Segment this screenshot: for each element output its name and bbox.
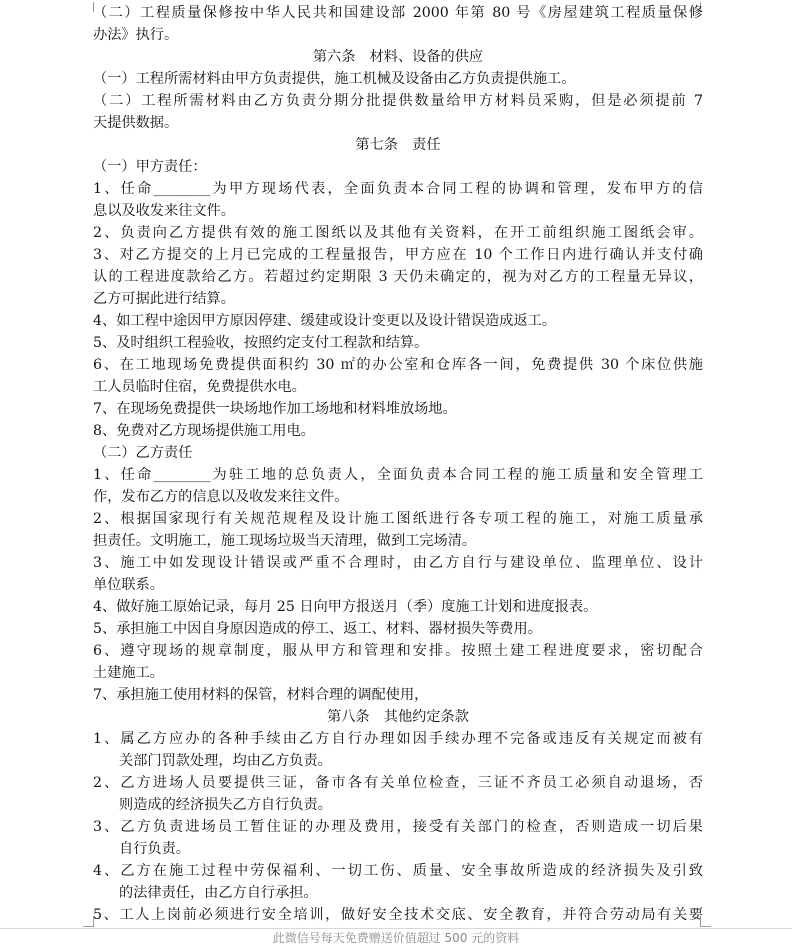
text-line: 4、做好施工原始记录，每月 25 日向甲方报送月（季）度施工计划和进度报表。 [93, 599, 598, 615]
text-line: 1、属乙方应办的各种手续由乙方自行办理如因手续办理不完备或违反有关规定而被有 [93, 731, 703, 747]
text-line: 作，发布乙方的信息以及收发来往文件。 [93, 489, 349, 505]
text-line: 5、及时组织工程验收，按照约定支付工程款和结算。 [93, 335, 429, 351]
text-line: 的法律责任，由乙方自行承担。 [119, 885, 318, 901]
text-line: 2、乙方进场人员要提供三证，备市各有关单位检查，三证不齐员工必须自动退场，否 [93, 775, 703, 791]
text-line: 3、对乙方提交的上月已完成的工程量报告，甲方应在 10 个工作日内进行确认并支付确 [93, 247, 703, 263]
text-line: 自行负责。 [119, 841, 190, 857]
text-line: （二）工程质量保修按中华人民共和国建设部 2000 年第 80 号《房屋建筑工程质量保修 [93, 5, 703, 21]
text-line: 土建施工。 [93, 665, 164, 681]
page-corner-mark [700, 916, 711, 927]
text-line: （一）工程所需材料由甲方负责提供，施工机械及设备由乙方负责提供施工。 [93, 71, 576, 87]
text-line: 5、承担施工中因自身原因造成的停工、返工、材料、器材损失等费用。 [93, 621, 542, 637]
text-line: 单位联系。 [93, 577, 164, 593]
text-line: 认的工程进度款给乙方。若超过约定期限 3 天仍未确定的，视为对乙方的工程量无异议， [93, 269, 703, 285]
text-line: 6、在工地现场免费提供面积约 30 ㎡的办公室和仓库各一间，免费提供 30 个床位供施 [93, 357, 703, 373]
text-line: 8、免费对乙方现场提供施工用电。 [93, 423, 315, 439]
subsection-heading: （二）乙方责任 [93, 445, 193, 461]
text-line: （二）工程所需材料由乙方负责分期分批提供数量给甲方材料员采购，但是必须提前 7 [93, 93, 703, 109]
text-line: 1、任命________为甲方现场代表，全面负责本合同工程的协调和管理，发布甲方的信 [93, 181, 703, 197]
text-line: 工人员临时住宿，免费提供水电。 [93, 379, 306, 395]
text-line: 7、在现场免费提供一块场地作加工场地和材料堆放场地。 [93, 401, 457, 417]
section-heading: 第六条 材料、设备的供应 [312, 49, 484, 65]
text-line: 息以及收发来往文件。 [93, 203, 235, 219]
text-line: 3、施工中如发现设计错误或严重不合理时，由乙方自行与建设单位、监理单位、设计 [93, 555, 703, 571]
page-gap-divider [0, 928, 792, 929]
text-line: 天提供数据。 [93, 115, 179, 131]
page-corner-mark [83, 916, 94, 927]
text-line: 办法》执行。 [93, 27, 179, 43]
text-line: 乙方可据此进行结算。 [93, 291, 235, 307]
text-line: 3、乙方负责进场员工暂住证的办理及费用，接受有关部门的检查，否则造成一切后果 [93, 819, 703, 835]
text-line: 2、负责向乙方提供有效的施工图纸以及其他有关资料，在开工前组织施工图纸会审。 [93, 225, 703, 241]
section-heading: 第七条 责任 [355, 137, 441, 153]
section-heading: 第八条 其他约定条款 [327, 709, 469, 725]
text-line: 7、承担施工使用材料的保管，材料合理的调配使用， [93, 687, 429, 703]
text-line: 6、遵守现场的规章制度，服从甲方和管理和安排。按照土建工程进度要求，密切配合 [93, 643, 703, 659]
text-line: 关部门罚款处理，均由乙方负责。 [119, 753, 332, 769]
text-line: 4、乙方在施工过程中劳保福利、一切工伤、质量、安全事故所造成的经济损失及引致 [93, 863, 703, 879]
next-page-header: 此微信号每天免费赠送价值超过 500 元的资料 [272, 931, 520, 945]
subsection-heading: （一）甲方责任： [93, 159, 207, 175]
text-line: 担责任。文明施工，施工现场垃圾当天清理，做到工完场清。 [93, 533, 477, 549]
text-line: 2、根据国家现行有关规范规程及设计施工图纸进行各专项工程的施工，对施工质量承 [93, 511, 703, 527]
text-line: 1、任命________为驻工地的总负责人，全面负责本合同工程的施工质量和安全管理工 [93, 467, 703, 483]
text-line: 5、工人上岗前必须进行安全培训，做好安全技术交底、安全教育，并符合劳动局有关要 [93, 907, 703, 923]
text-line: 则造成的经济损失乙方自行负责。 [119, 797, 332, 813]
text-line: 4、如工程中途因甲方原因停建、缓建或设计变更以及设计错误造成返工。 [93, 313, 557, 329]
